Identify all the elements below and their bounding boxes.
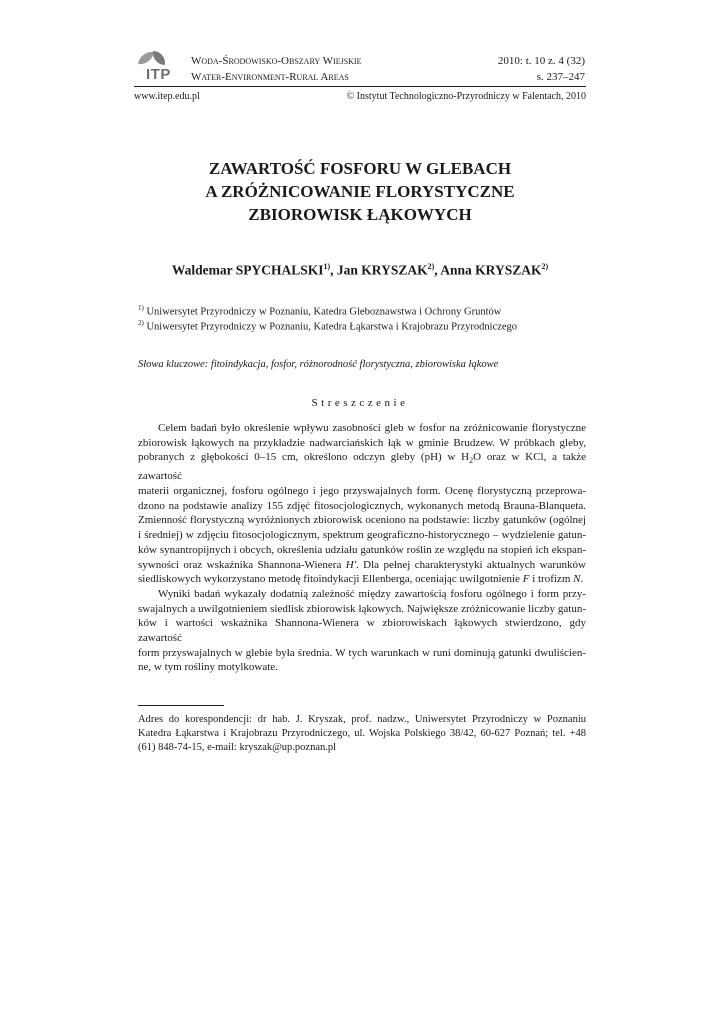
abstract-paragraph	[138, 587, 586, 675]
text-fragment: . Dla pełnej charakterystyki aktualnych warunków	[356, 558, 586, 571]
text-fragment: sywności oraz wskaźnika Shannona-Wienera	[138, 558, 346, 571]
symbol-italic: H'	[345, 558, 357, 571]
text-line: materii organicznej, fosforu ogólnego i jego przyswajalnych form. Ocenę florystyczną przeprowa-	[138, 485, 586, 497]
journal-name-en: Water-Environment-Rural Areas	[191, 71, 349, 83]
text-line: swajalnych a uwilgotnieniem siedlisk zbiorowisk łąkowych. Największe zróżnicowanie liczby gatun-	[138, 602, 586, 615]
abstract-paragraph	[138, 421, 586, 587]
author-name: Waldemar SPYCHALSKI	[171, 262, 324, 278]
keywords: Słowa kluczowe: fitoindykacja, fosfor, różnorodność florystyczna, zbiorowiska łąkowe	[138, 359, 499, 370]
text-line: dzono na podstawie analizy 155 zdjęć fitosocjologicznych, wykonanych metodą Brauna-Blanqueta.	[138, 499, 586, 512]
leaf-icon	[153, 51, 165, 65]
text-fragment: pobranych z głębokości 0–15 cm, określono odczyn gleby (pH) w H	[138, 451, 470, 464]
affiliation-mark: 1)	[138, 304, 144, 312]
abstract-heading: Streszczenie	[311, 397, 409, 409]
affiliation	[138, 316, 517, 335]
symbol-italic: N	[573, 573, 581, 586]
author-separator: ,	[330, 262, 337, 278]
correspondence-footnote	[138, 713, 586, 756]
title-line: ZBIOROWISK ŁĄKOWYCH	[248, 205, 472, 224]
text-line: i średniej) w zdjęciu fitosocjologicznym, spektrum geograficzno-historycznego – wydzielenie gatun-	[138, 529, 586, 542]
affiliation-mark: 2)	[138, 319, 144, 327]
text-line: form przyswajalnych w glebie była średnia. W tych warunkach w runi dominują gatunki dwuliścien-	[138, 646, 586, 659]
itp-logo	[134, 48, 182, 86]
footnote-line: Katedra Łąkarstwa i Krajobrazu Przyrodniczego, ul. Wojska Polskiego 38/42, 60-627 Poznań; tel. +48	[138, 728, 586, 740]
journal-name-pl: Woda-Środowisko-Obszary Wiejskie	[191, 55, 362, 67]
leaf-icon	[138, 50, 154, 66]
abstract	[138, 421, 586, 675]
text-fragment: siedliskowych wykorzystano metodę fitoindykacji Ellenberga, oceniając uwilgotnienie	[138, 573, 523, 586]
copyright: © Instytut Technologiczno-Przyrodniczy w Falentach, 2010	[346, 91, 586, 102]
text-line: zbiorowisk łąkowych na przykładzie nadwarciańskich łąk w gminie Brudzew. W próbkach gleby,	[138, 436, 586, 449]
text-line: Zmienność florystyczną wyróżnionych zbiorowisk oceniono na podstawie: liczby gatunków (ogólnej	[138, 514, 586, 527]
author-affiliation-mark: 2)	[541, 262, 549, 271]
paper-title	[134, 157, 586, 226]
symbol-italic: F	[522, 573, 530, 586]
affiliation-text: Uniwersytet Przyrodniczy w Poznaniu, Katedra Gleboznawstwa i Ochrony Gruntów	[143, 306, 502, 318]
author-separator: ,	[434, 262, 441, 278]
text-fragment: i trofizm	[529, 573, 574, 586]
text-line: Wyniki badań wykazały dodatnią zależność między zawartością fosforu ogólnego i form przy-	[158, 587, 586, 600]
footnote-line: Adres do korespondencji: dr hab. J. Kryszak, prof. nadzw., Uniwersytet Przyrodniczy w Poznaniu	[138, 714, 586, 725]
text-line	[138, 558, 586, 573]
author-affiliation-mark: 1)	[323, 262, 331, 271]
page-range: s. 237–247	[536, 71, 585, 83]
title-line: ZAWARTOŚĆ FOSFORU W GLEBACH	[208, 159, 512, 178]
text-line: Celem badań było określenie wpływu zasobności gleb w fosfor na zróżnicowanie florystyczne	[158, 422, 586, 434]
author-name: Anna KRYSZAK	[440, 262, 542, 278]
text-line	[138, 572, 586, 587]
text-line: ków i wartości wskaźnika Shannona-Wienera w zbiorowiskach łąkowych stwierdzono, gdy zawartość	[138, 617, 586, 645]
text-line	[138, 450, 586, 484]
text-line: ne, w tym rośliny motylkowate.	[138, 661, 278, 674]
author-affiliation-mark: 2)	[427, 262, 435, 271]
logo-text: ITP	[146, 66, 171, 83]
affiliation-text: Uniwersytet Przyrodniczy w Poznaniu, Katedra Łąkarstwa i Krajobrazu Przyrodniczego	[143, 321, 518, 333]
text-fragment: .	[580, 573, 584, 586]
volume-info: 2010: t. 10 z. 4 (32)	[497, 55, 585, 67]
title-line: A ZRÓŻNICOWANIE FLORYSTYCZNE	[205, 182, 515, 201]
subscript: 2	[469, 456, 474, 466]
footnote-rule	[138, 705, 224, 706]
author-name: Jan KRYSZAK	[336, 262, 428, 278]
author-list	[134, 262, 586, 279]
footnote-line: (61) 848-74-15, e-mail: kryszak@up.poznan.pl	[138, 742, 337, 754]
journal-url[interactable]: www.itep.edu.pl	[134, 91, 200, 102]
text-fragment: O oraz w KCl, a także zawartość	[138, 451, 586, 483]
text-line: ków synantropijnych i obcych, określenia udziału gatunków roślin ze względu na stopień ich ekspan-	[138, 543, 586, 556]
header-rule	[134, 86, 586, 87]
